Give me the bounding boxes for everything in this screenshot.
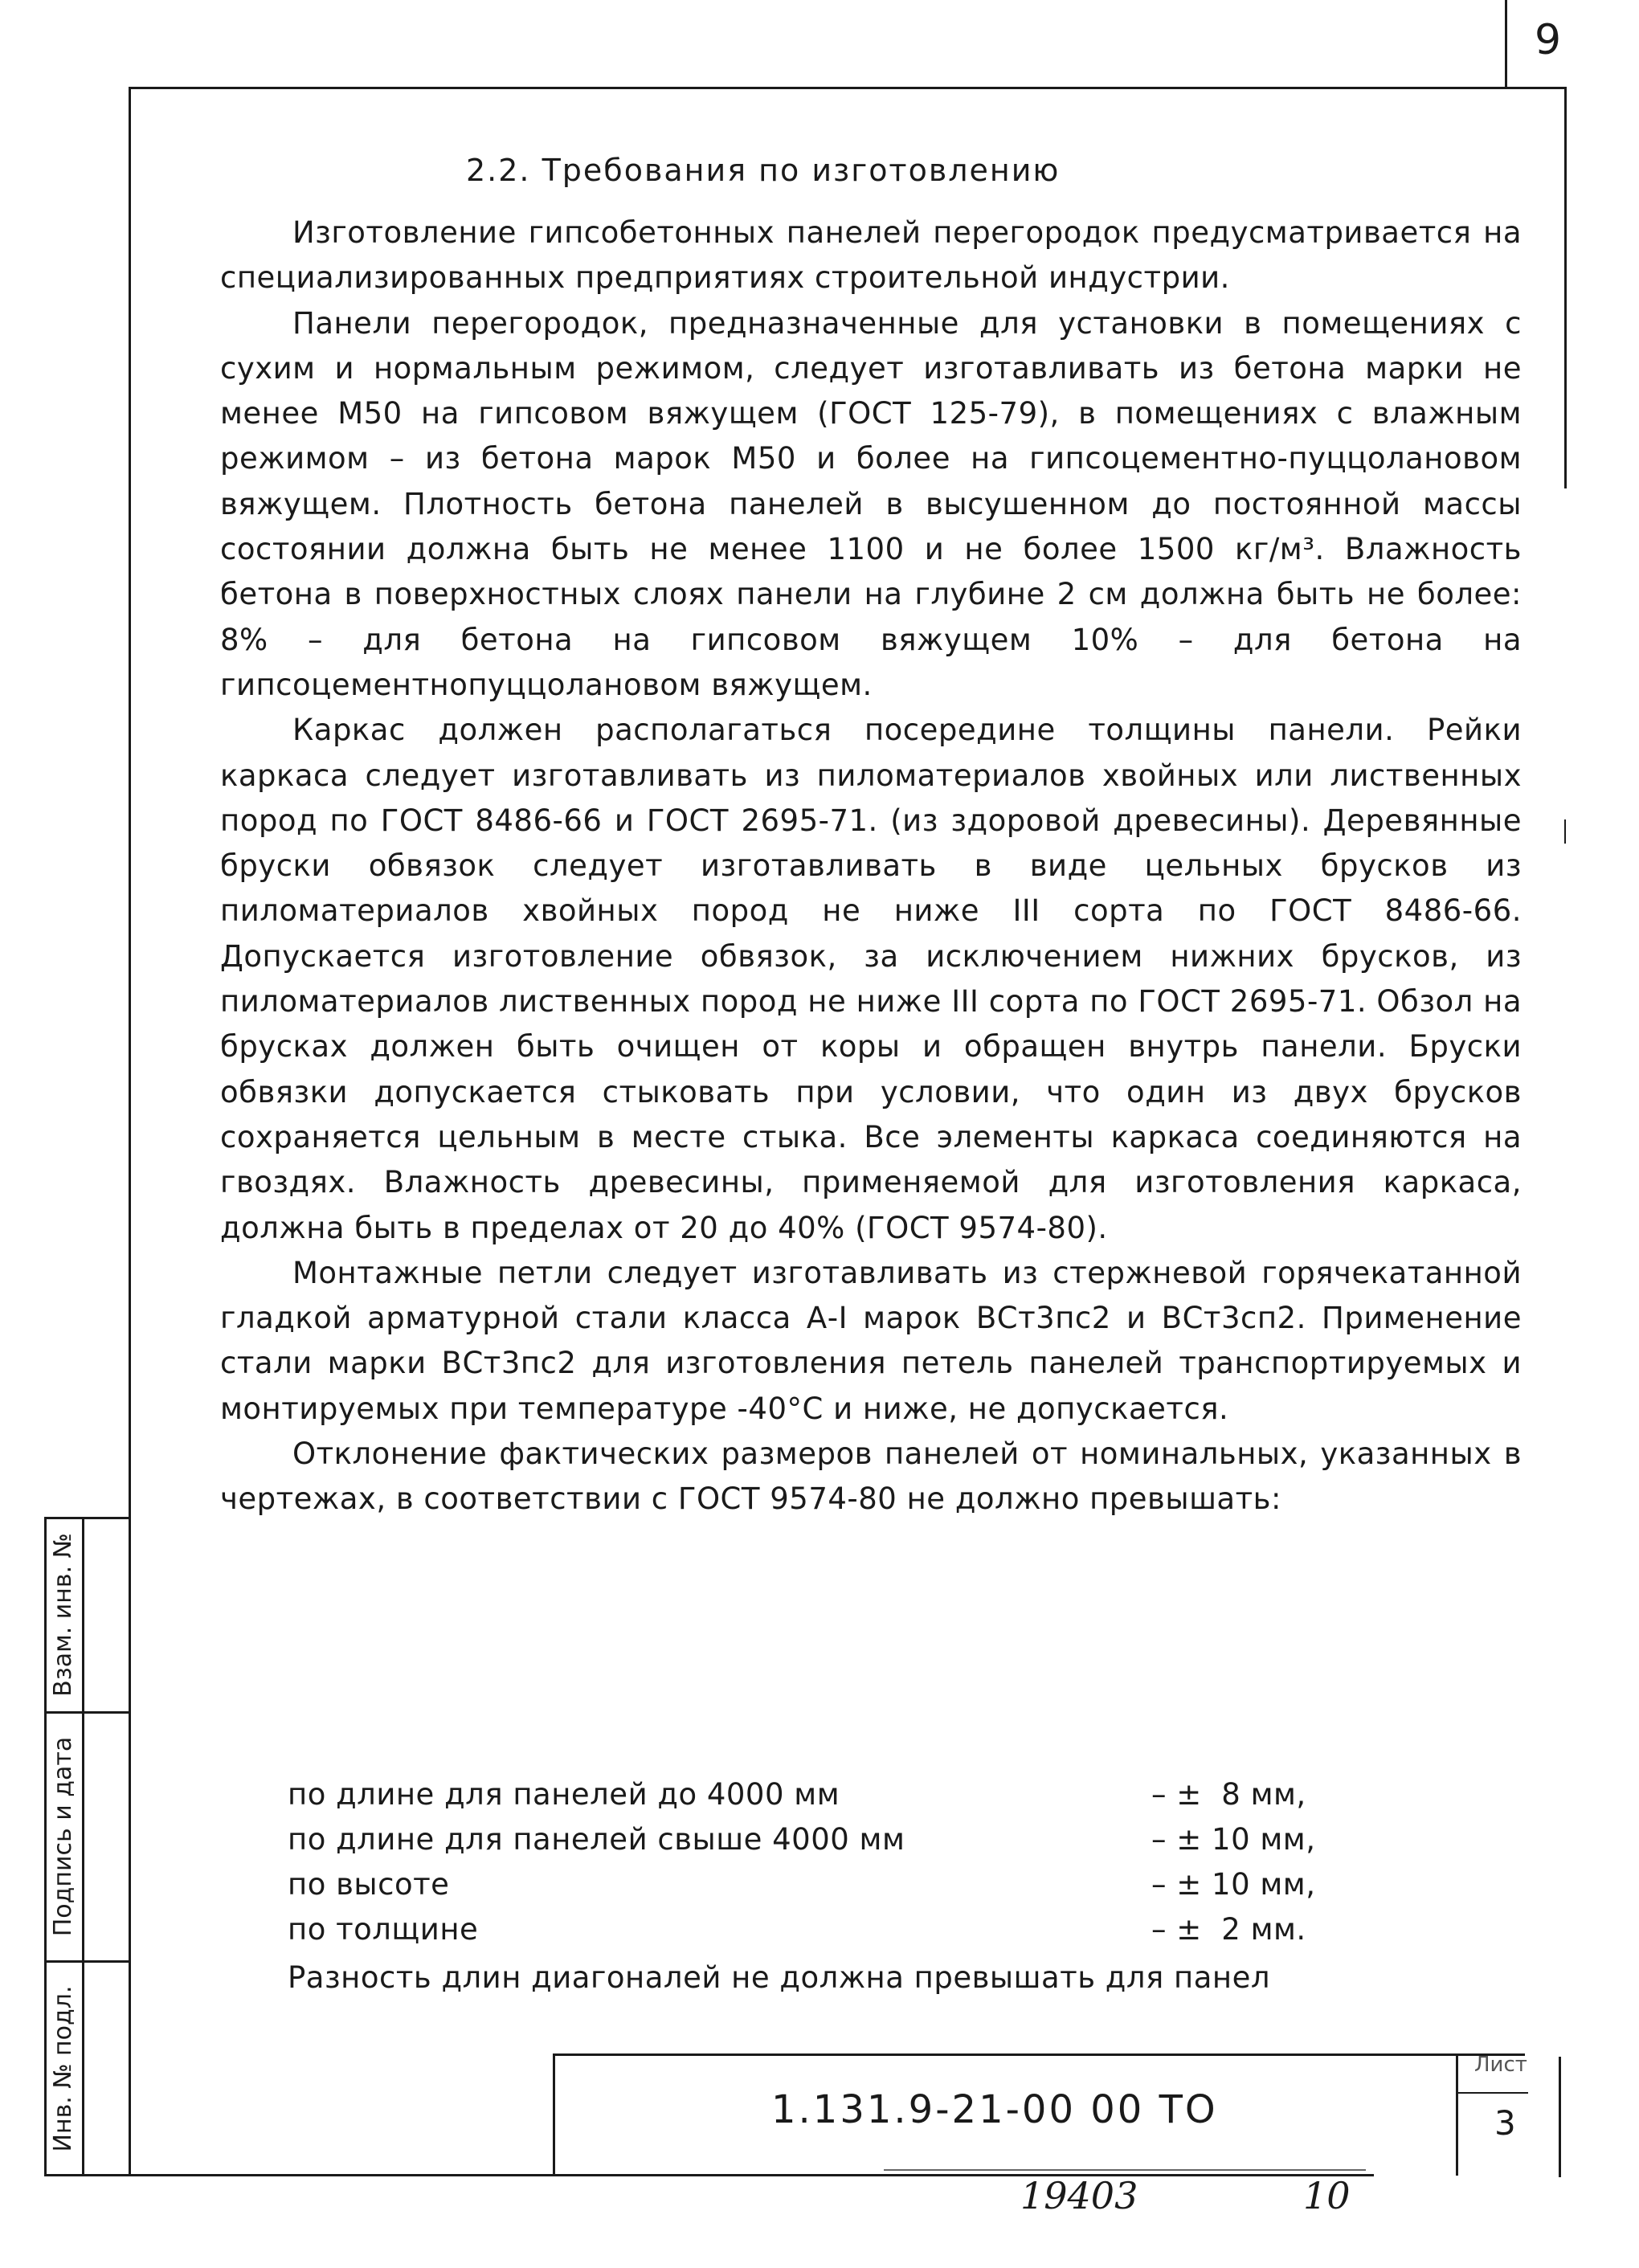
page-number-divider [1505, 0, 1507, 88]
tolerance-label: по толщине [288, 1912, 479, 1947]
title-block-sheet-line [1456, 2092, 1528, 2094]
frame-right-bottom [1559, 2057, 1561, 2177]
handwritten-underline [884, 2169, 1366, 2171]
tolerance-label: по высоте [288, 1867, 450, 1902]
paragraph-diagonal: Разность длин диагоналей не должна превышать для панел [288, 1960, 1271, 1995]
frame-left [129, 87, 131, 2176]
frame-right [1564, 87, 1567, 488]
tolerance-row [288, 1777, 1412, 1822]
handwritten-page: 10 [1303, 2174, 1351, 2217]
frame-bottom [129, 2174, 1374, 2176]
sheet-label: Лист [1474, 2053, 1527, 2077]
paragraph-deviation: Отклонение фактических размеров панелей от номинальных, указанных в чертежах, в соответствии с ГОСТ 9574-80 не должно превышать: [220, 1436, 1522, 1517]
stamp-replace-inv: Взам. инв. № [49, 1533, 77, 1697]
tolerance-value: – ± 2 мм. [1151, 1912, 1306, 1947]
tolerance-value: – ± 10 мм, [1151, 1867, 1316, 1902]
tolerance-value: – ± 8 мм, [1151, 1777, 1306, 1812]
handwritten-number: 19403 [1020, 2174, 1138, 2217]
stamp-signature-date: Подпись и дата [49, 1736, 77, 1937]
section-heading: 2.2. Требования по изготовлению [466, 153, 1061, 188]
stamp-orig-inv: Инв. № подл. [49, 1985, 77, 2152]
tolerance-label: по длине для панелей до 4000 мм [288, 1777, 840, 1812]
tolerance-list [288, 1777, 1412, 1957]
paragraph-loops: Монтажные петли следует изготавливать из стержневой горячекатанной гладкой арматурной стали класса А-I марок ВСт3пс2 и ВСт3сп2. Применение стали марки ВСт3пс2 для изготовления петель панелей транспортируемых и монтируемых при температуре -40°С и ниже, не допускается. [220, 1255, 1522, 1426]
stamp-outer-left [44, 1517, 47, 2176]
title-block-divider [1456, 2053, 1458, 2176]
paragraph-frame: Каркас должен располагаться посередине толщины панели. Рейки каркаса следует изготавливать из пиломатериалов хвойных или лиственных пород по ГОСТ 8486-66 и ГОСТ 2695-71. (из здоровой древесины). Деревянные бруски обвязок следует изготавливать в виде цельных брусков из пиломатериалов хвойных пород не ниже III сорта по ГОСТ 8486-66. Допускается изготовление обвязок, за исключением нижних брусков, из пиломатериалов лиственных пород не ниже III сорта по ГОСТ 2695-71. Обзол на брусках должен быть очищен от коры и обращен внутрь панели. Бруски обвязки допускается стыковать при условии, что один из двух брусков сохраняется цельным в месте стыка. Все элементы каркаса соединяются на гвоздях. Влажность древесины, применяемой для изготовления каркаса, должна быть в пределах от 20 до 40% (ГОСТ 9574-80). [220, 713, 1522, 1245]
paragraph-manufacturing: Изготовление гипсобетонных панелей перегородок предусматривается на специализированных предприятиях строительной индустрии. [220, 215, 1522, 296]
tolerance-row [288, 1822, 1412, 1867]
document-code: 1.131.9-21-00 00 ТО [771, 2087, 1218, 2132]
title-block-top [553, 2053, 1525, 2056]
tolerance-row [288, 1912, 1412, 1957]
tolerance-label: по длине для панелей свыше 4000 мм [288, 1822, 905, 1857]
page-number: 9 [1535, 16, 1562, 64]
sheet-number: 3 [1494, 2103, 1516, 2143]
frame-top [129, 87, 1567, 89]
title-block-left [553, 2053, 555, 2176]
tolerance-row [288, 1867, 1412, 1912]
tolerance-value: – ± 10 мм, [1151, 1822, 1316, 1857]
stamp-inner-line [82, 1517, 84, 2176]
paragraph-concrete: Панели перегородок, предназначенные для установки в помещениях с сухим и нормальным режимом, следует изготавливать из бетона марки не менее М50 на гипсовом вяжущем (ГОСТ 125-79), в помещениях с влажным режимом – из бетона марок М50 и более на гипсоцементно-пуццолановом вяжущем. Плотность бетона панелей в высушенном до постоянной массы состоянии должна быть не менее 1100 и не более 1500 кг/м³. Влажность бетона в поверхностных слоях панели на глубине 2 см должна быть не более: 8% – для бетона на гипсовом вяжущем 10% – для бетона на гипсоцементнопуццолановом вяжущем. [220, 305, 1522, 702]
frame-right-lower [1564, 819, 1566, 844]
body-text [220, 210, 1522, 1522]
